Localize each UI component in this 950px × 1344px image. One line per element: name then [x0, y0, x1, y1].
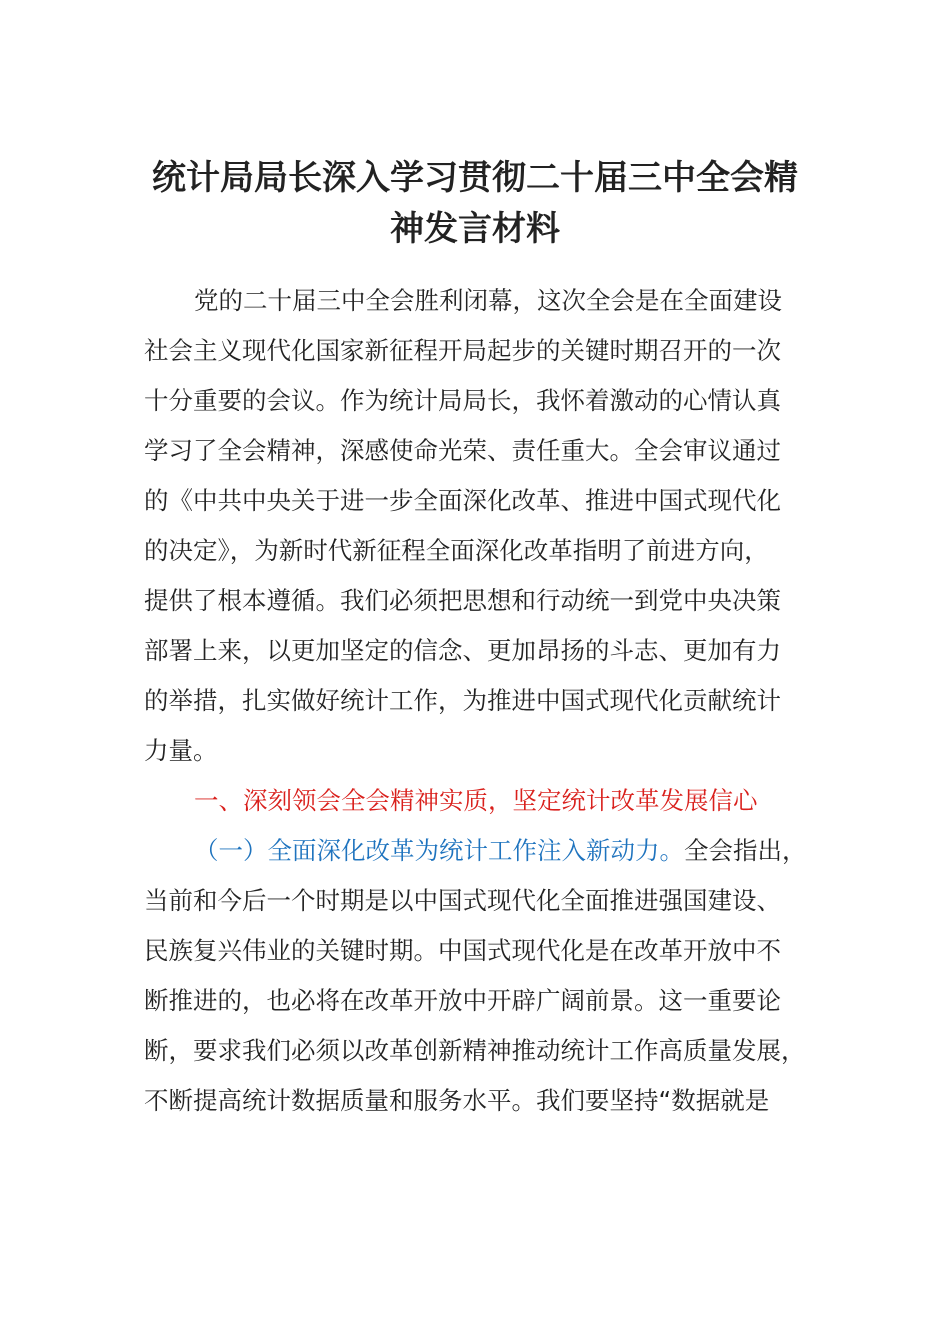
paragraph-line: 断推进的，也必将在改革开放中开辟广阔前景。这一重要论 — [144, 986, 781, 1015]
paragraph-line: 当前和今后一个时期是以中国式现代化全面推进强国建设、 — [144, 886, 781, 915]
paragraph-line: 十分重要的会议。作为统计局局长，我怀着激动的心情认真 — [144, 386, 781, 415]
subsection-heading-1: （一）全面深化改革为统计工作注入新动力。 — [194, 836, 684, 865]
paragraph-line: 部署上来，以更加坚定的信念、更加昂扬的斗志、更加有力 — [144, 636, 781, 665]
paragraph-line: 提供了根本遵循。我们必须把思想和行动统一到党中央决策 — [144, 586, 781, 615]
paragraph-line: 党的二十届三中全会胜利闭幕，这次全会是在全面建设 — [194, 286, 782, 315]
paragraph-line: 的《中共中央关于进一步全面深化改革、推进中国式现代化 — [144, 486, 781, 515]
section-heading-1: 一、深刻领会全会精神实质，坚定统计改革发展信心 — [194, 786, 758, 815]
subsection-first-text: 全会指出， — [684, 836, 807, 865]
paragraph-line: 断，要求我们必须以改革创新精神推动统计工作高质量发展， — [144, 1036, 806, 1065]
paragraph-line: 社会主义现代化国家新征程开局起步的关键时期召开的一次 — [144, 336, 781, 365]
paragraph-line: 的举措，扎实做好统计工作，为推进中国式现代化贡献统计 — [144, 686, 781, 715]
paragraph-line: 力量。 — [144, 736, 218, 765]
paragraph-line: 民族复兴伟业的关键时期。中国式现代化是在改革开放中不 — [144, 936, 781, 965]
document-title-line-2: 神发言材料 — [390, 209, 560, 249]
subsection-line — [194, 834, 807, 868]
paragraph-line: 学习了全会精神，深感使命光荣、责任重大。全会审议通过 — [144, 436, 781, 465]
document-title-line-1: 统计局局长深入学习贯彻二十届三中全会精 — [152, 158, 798, 198]
paragraph-line: 不断提高统计数据质量和服务水平。我们要坚持“数据就是 — [144, 1086, 770, 1115]
paragraph-line: 的决定》，为新时代新征程全面深化改革指明了前进方向， — [144, 536, 769, 565]
